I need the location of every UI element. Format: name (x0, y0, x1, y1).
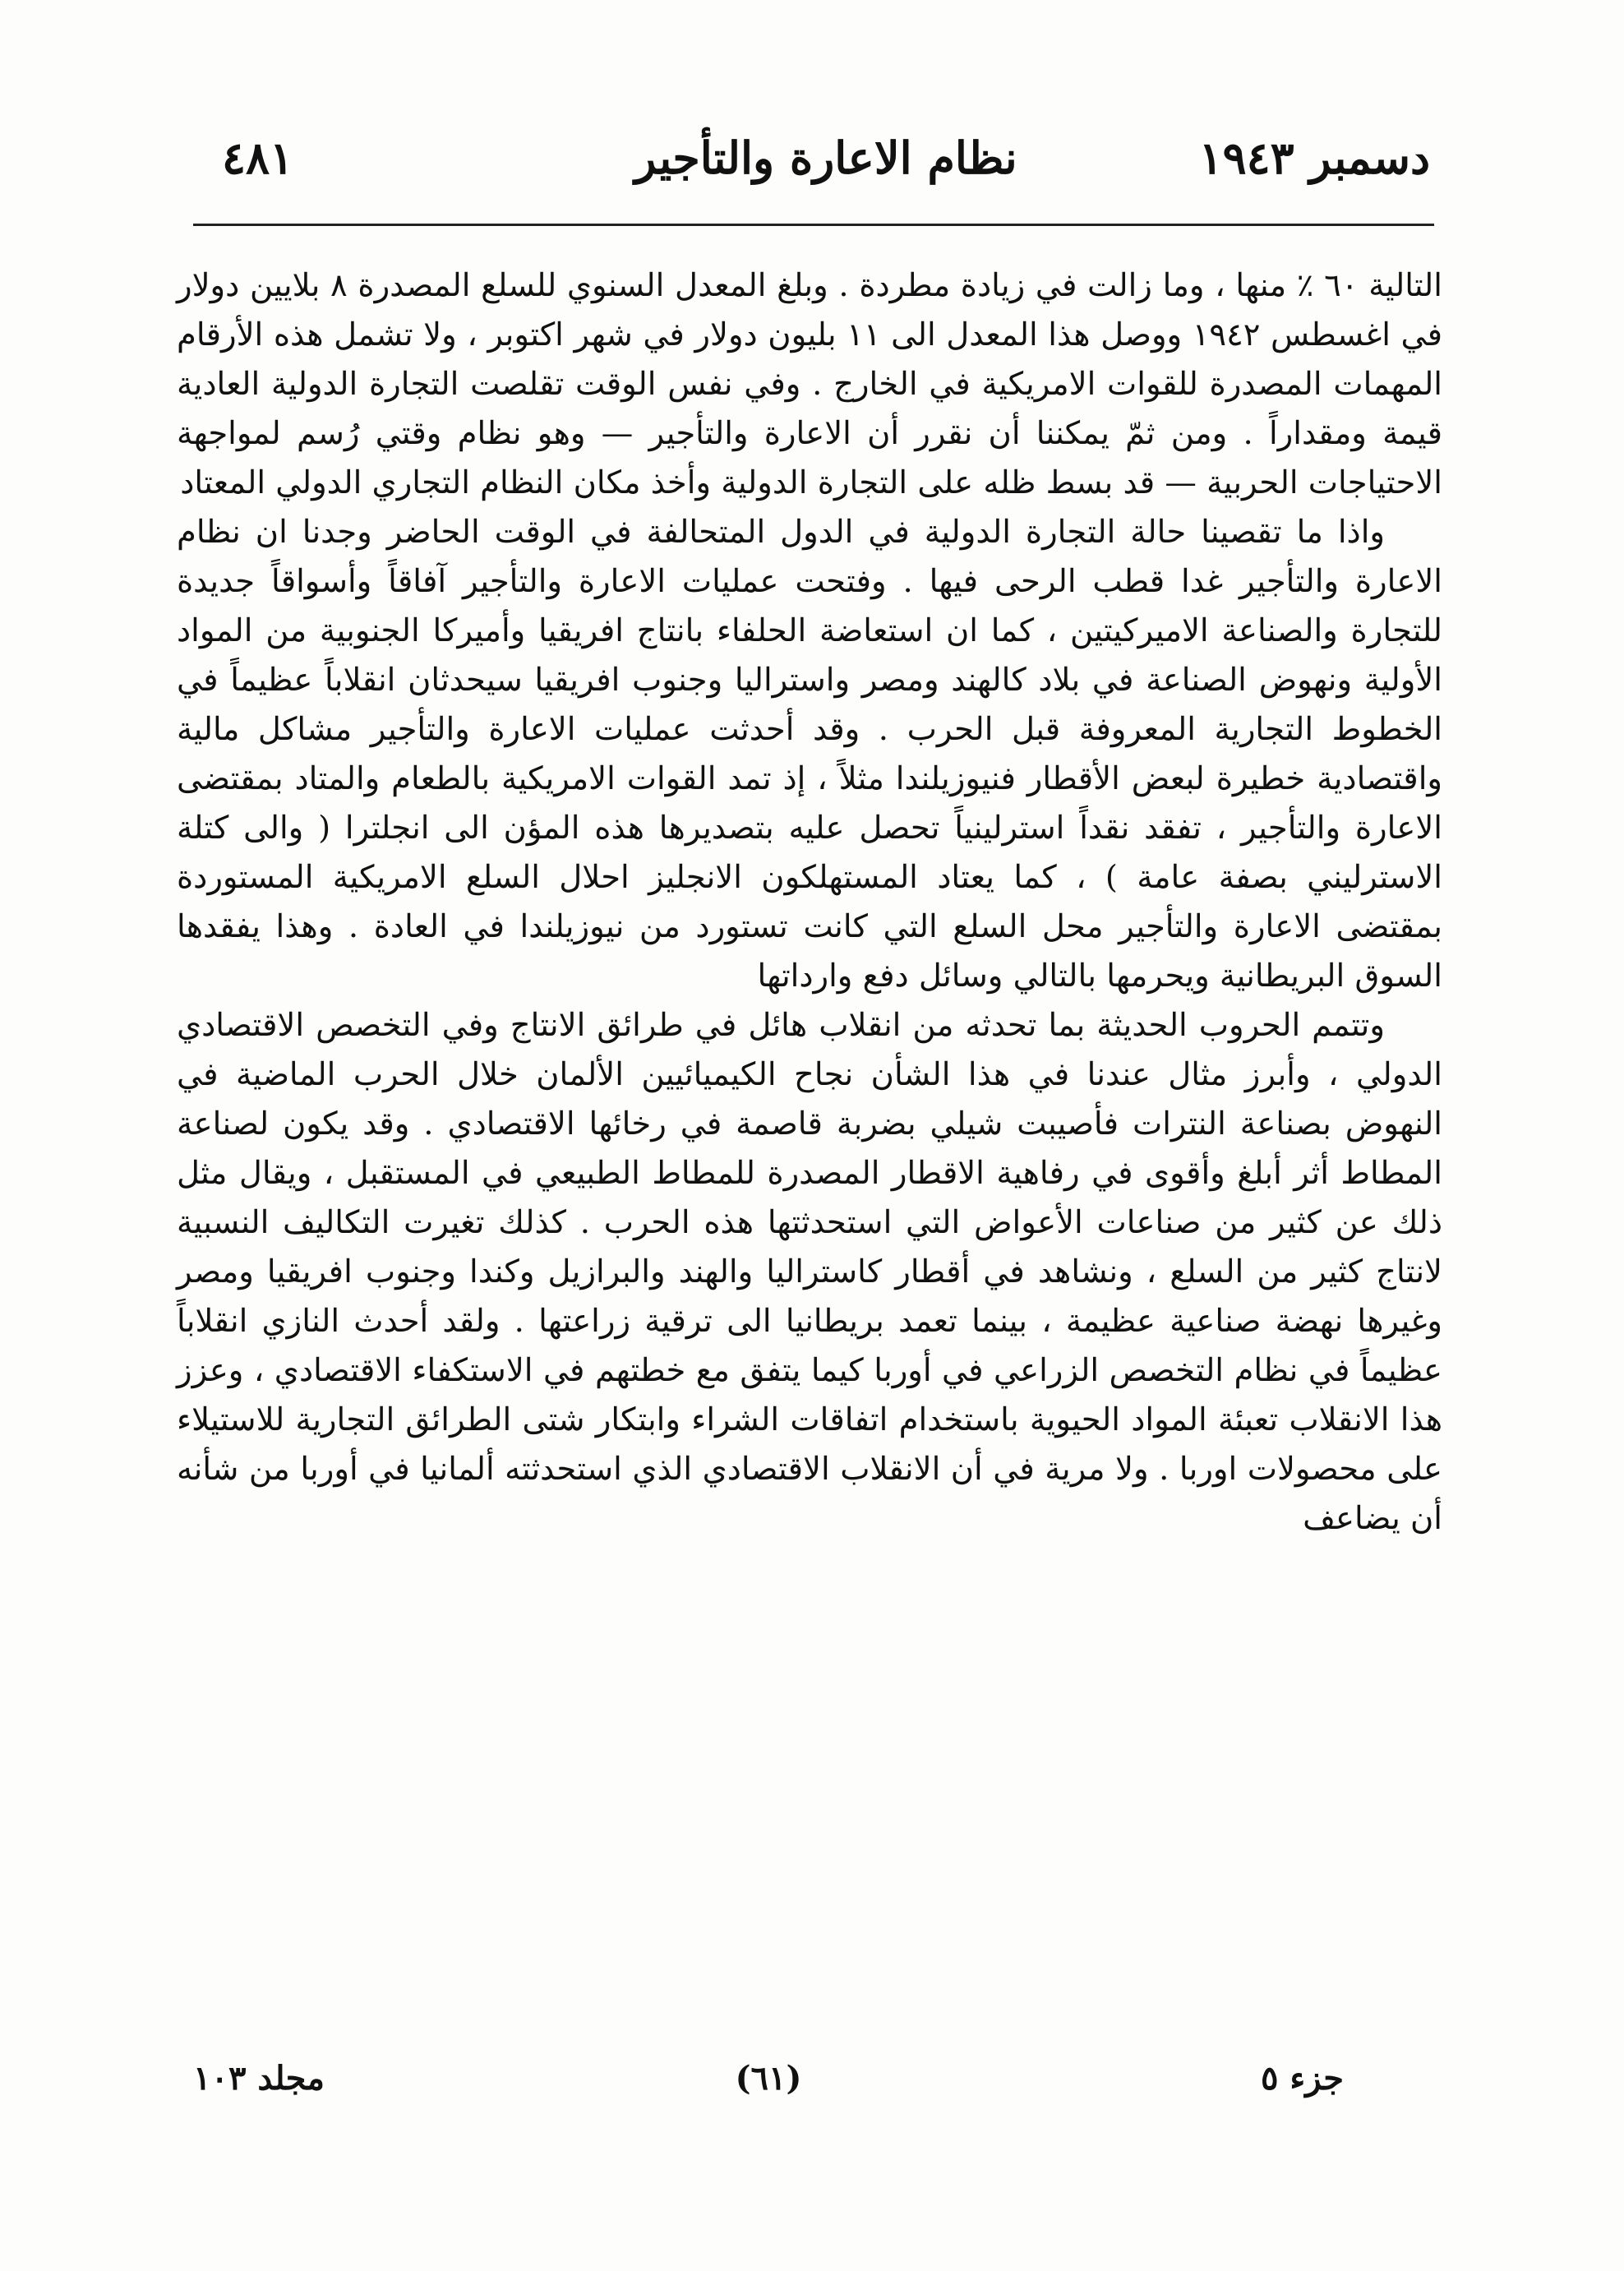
header-title: نظام الاعارة والتأجير (634, 132, 1017, 184)
footer-part: جزء ٥ (1260, 2059, 1344, 2098)
paragraph: واذا ما تقصينا حالة التجارة الدولية في الدول المتحالفة في الوقت الحاضر وجدنا ان نظام الاعارة والتأجير غدا قطب الرحى فيها . وفتحت عمليات الاعارة والتأجير آفاقاً وأسواقاً جديدة للتجارة والصناعة الاميركيتين ، كما ان استعاضة الحلفاء بانتاج افريقيا وأميركا الجنوبية من المواد الأولية ونهوض الصناعة في بلاد كالهند ومصر واستراليا وجنوب افريقيا سيحدثان انقلاباً عظيماً في الخطوط التجارية المعروفة قبل الحرب . وقد أحدثت عمليات الاعارة والتأجير مشاكل مالية واقتصادية خطيرة لبعض الأقطار فنيوزيلندا مثلاً ، إذ تمد القوات الامريكية بالطعام والمتاد بمقتضى الاعارة والتأجير ، تفقد نقداً استرلينياً تحصل عليه بتصديرها هذه المؤن الى انجلترا ( والى كتلة الاسترليني بصفة عامة ) ، كما يعتاد المستهلكون الانجليز احلال السلع الامريكية المستوردة بمقتضى الاعارة والتأجير محل السلع التي كانت تستورد من نيوزيلندا في العادة . وهذا يفقدها السوق البريطانية ويحرمها بالتالي وسائل دفع وارداتها (177, 514, 1442, 995)
paragraph: التالية ٦٠ ٪ منها ، وما زالت في زيادة مطردة . وبلغ المعدل السنوي للسلع المصدرة ٨ بلايين دولار في اغسطس ١٩٤٢ ووصل هذا المعدل الى ١١ بليون دولار في شهر اكتوبر ، ولا تشمل هذه الأرقام المهمات المصدرة للقوات الامريكية في الخارج . وفي نفس الوقت تقلصت التجارة الدولية العادية قيمة ومقداراً . ومن ثمّ يمكننا أن نقرر أن الاعارة والتأجير — وهو نظام وقتي رُسم لمواجهة الاحتياجات الحربية — قد بسط ظله على التجارة الدولية وأخذ مكان النظام التجاري الدولي المعتاد (177, 267, 1442, 501)
article-body (177, 261, 1442, 1544)
header-divider (193, 224, 1434, 226)
running-header (222, 132, 1430, 205)
header-date: دسمبر ١٩٤٣ (1198, 132, 1430, 184)
footer-sheet-number: (٦١) (735, 2059, 802, 2098)
page-footer (193, 2059, 1344, 2116)
header-page-number: ٤٨١ (222, 132, 294, 184)
paragraph: وتتمم الحروب الحديثة بما تحدثه من انقلاب هائل في طرائق الانتاج وفي التخصص الاقتصادي الدولي ، وأبرز مثال عندنا في هذا الشأن نجاح الكيميائيين الألمان خلال الحرب الماضية في النهوض بصناعة النترات فأصيبت شيلي بضربة قاصمة في رخائها الاقتصادي . وقد يكون لصناعة المطاط أثر أبلغ وأقوى في رفاهية الاقطار المصدرة للمطاط الطبيعي في المستقبل ، ويقال مثل ذلك عن كثير من صناعات الأعواض التي استحدثتها هذه الحرب . كذلك تغيرت التكاليف النسبية لانتاج كثير من السلع ، ونشاهد في أقطار كاستراليا والهند والبرازيل وكندا وجنوب افريقيا ومصر وغيرها نهضة صناعية عظيمة ، بينما تعمد بريطانيا الى ترقية زراعتها . ولقد أحدث النازي انقلاباً عظيماً في نظام التخصص الزراعي في أوربا كيما يتفق مع خطتهم في الاستكفاء الاقتصادي ، وعزز هذا الانقلاب تعبئة المواد الحيوية باستخدام اتفاقات الشراء وابتكار شتى الطرائق التجارية للاستيلاء على محصولات اوربا . ولا مرية في أن الانقلاب الاقتصادي الذي استحدثته ألمانيا في أوربا من شأنه أن يضاعف (177, 1007, 1442, 1537)
footer-volume: مجلد ١٠٣ (193, 2059, 325, 2098)
